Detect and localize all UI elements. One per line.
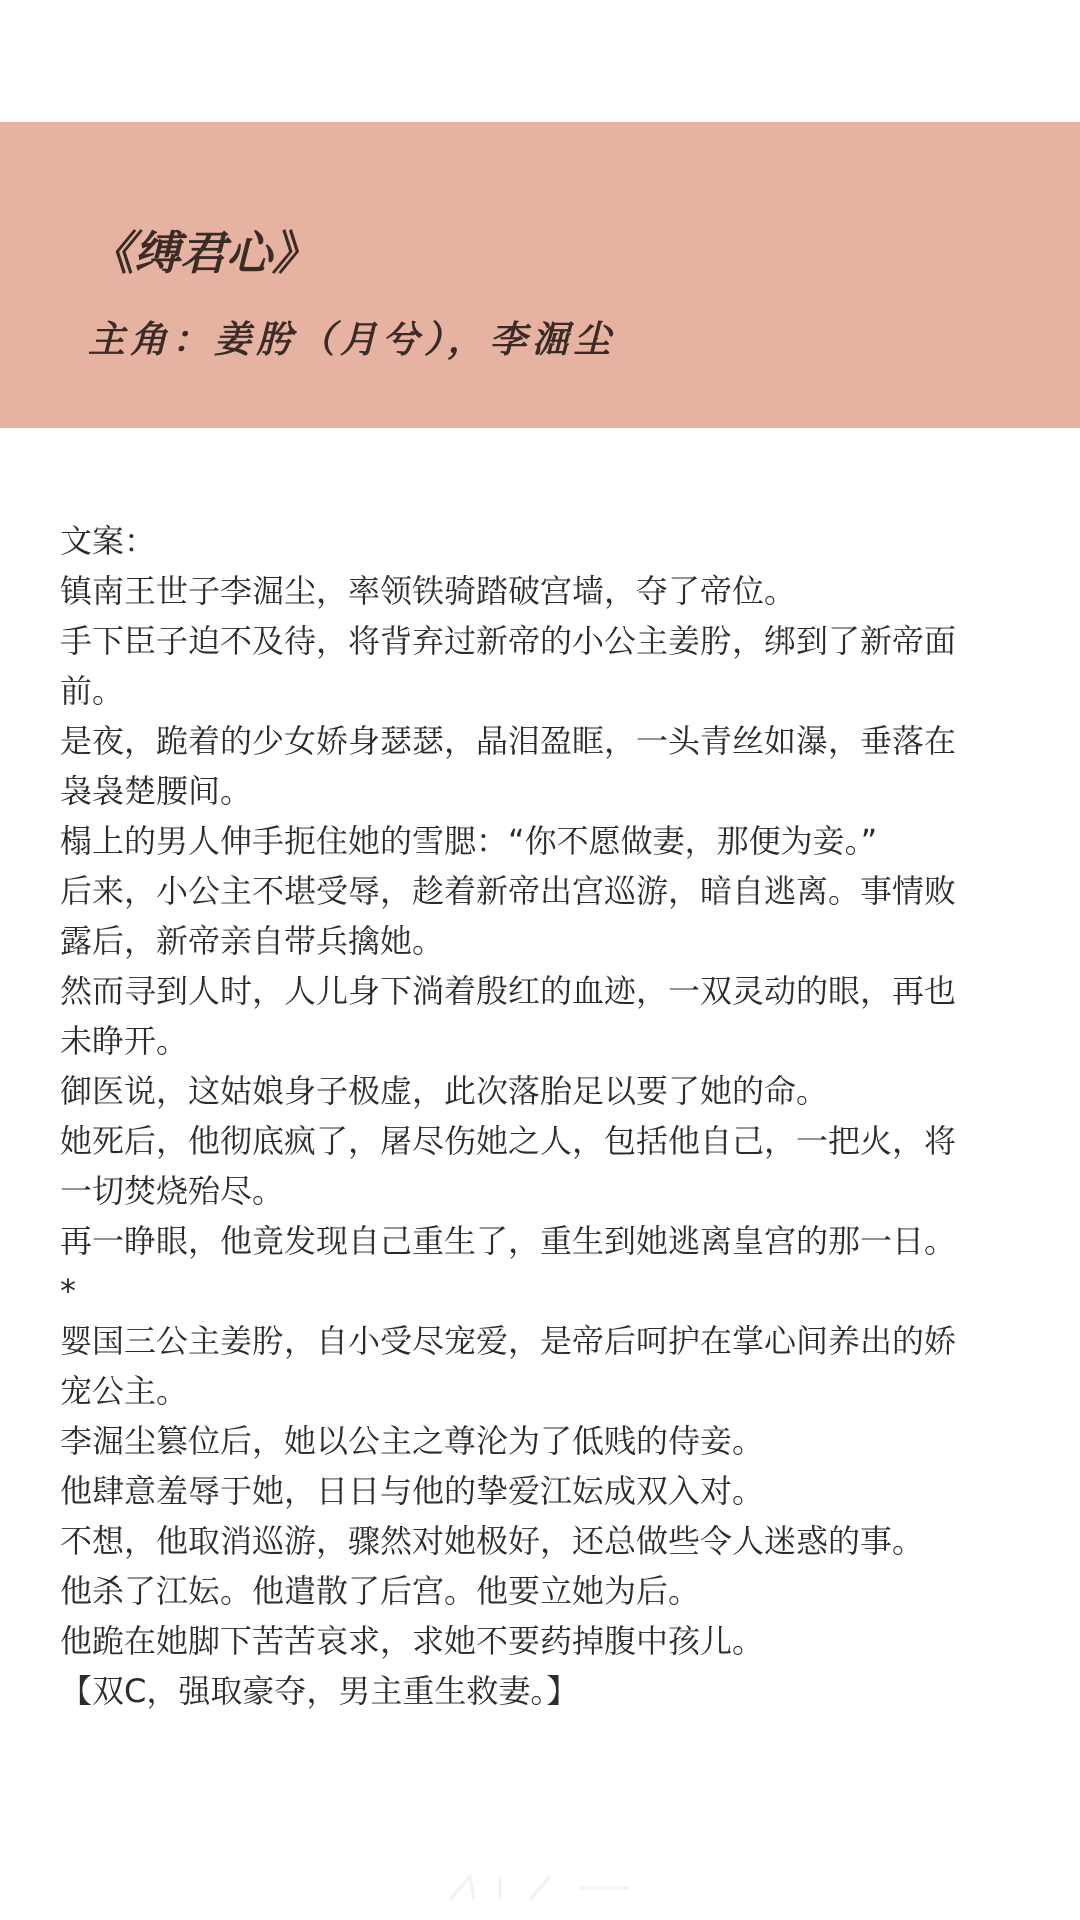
synopsis-line: 镇南王世子李淈尘，率领铁骑踏破宫墙，夺了帝位。 <box>60 572 797 610</box>
synopsis-label: 文案： <box>60 522 157 560</box>
synopsis-line: 他跪在她脚下苦苦哀求，求她不要药掉腹中孩儿。 <box>60 1622 765 1660</box>
synopsis-line: 不想，他取消巡游，骤然对她极好，还总做些令人迷惑的事。 <box>60 1522 925 1560</box>
synopsis-line: 榻上的男人伸手扼住她的雪腮：“你不愿做妻，那便为妾。” <box>60 822 878 860</box>
synopsis-line: 他肆意羞辱于她，日日与他的挚爱江妘成双入对。 <box>60 1472 765 1510</box>
synopsis-line: 再一睁眼，他竟发现自己重生了，重生到她逃离皇宫的那一日。 <box>60 1222 957 1260</box>
synopsis-line: 她死后，他彻底疯了，屠尽伤她之人，包括他自己，一把火，将一切焚烧殆尽。 <box>60 1122 957 1210</box>
tags-line: 【双C，强取豪夺，男主重生救妻。】 <box>60 1672 579 1710</box>
synopsis-text <box>60 516 980 1716</box>
synopsis-line: 李淈尘篡位后，她以公主之尊沦为了低贱的侍妾。 <box>60 1422 765 1460</box>
synopsis-line: 婴国三公主姜肹，自小受尽宠爱，是帝后呵护在掌心间养出的娇宠公主。 <box>60 1322 957 1410</box>
synopsis-line: 后来，小公主不堪受辱，趁着新帝出宫巡游，暗自逃离。事情败露后，新帝亲自带兵擒她。 <box>60 872 957 960</box>
synopsis-line: 他杀了江妘。他遣散了后宫。他要立她为后。 <box>60 1572 701 1610</box>
synopsis-line: 是夜，跪着的少女娇身瑟瑟，晶泪盈眶，一头青丝如瀑，垂落在袅袅楚腰间。 <box>60 722 957 810</box>
lead-characters: 主角：姜肹（月兮），李淈尘 <box>88 318 616 361</box>
faded-watermark <box>440 1868 640 1908</box>
section-divider: * <box>60 1272 76 1310</box>
synopsis-line: 然而寻到人时，人儿身下淌着殷红的血迹，一双灵动的眼，再也未睁开。 <box>60 972 957 1060</box>
book-title: 《缚君心》 <box>88 226 318 280</box>
synopsis-line: 御医说，这姑娘身子极虚，此次落胎足以要了她的命。 <box>60 1072 829 1110</box>
synopsis-line: 手下臣子迫不及待，将背弃过新帝的小公主姜肹，绑到了新帝面前。 <box>60 622 957 710</box>
